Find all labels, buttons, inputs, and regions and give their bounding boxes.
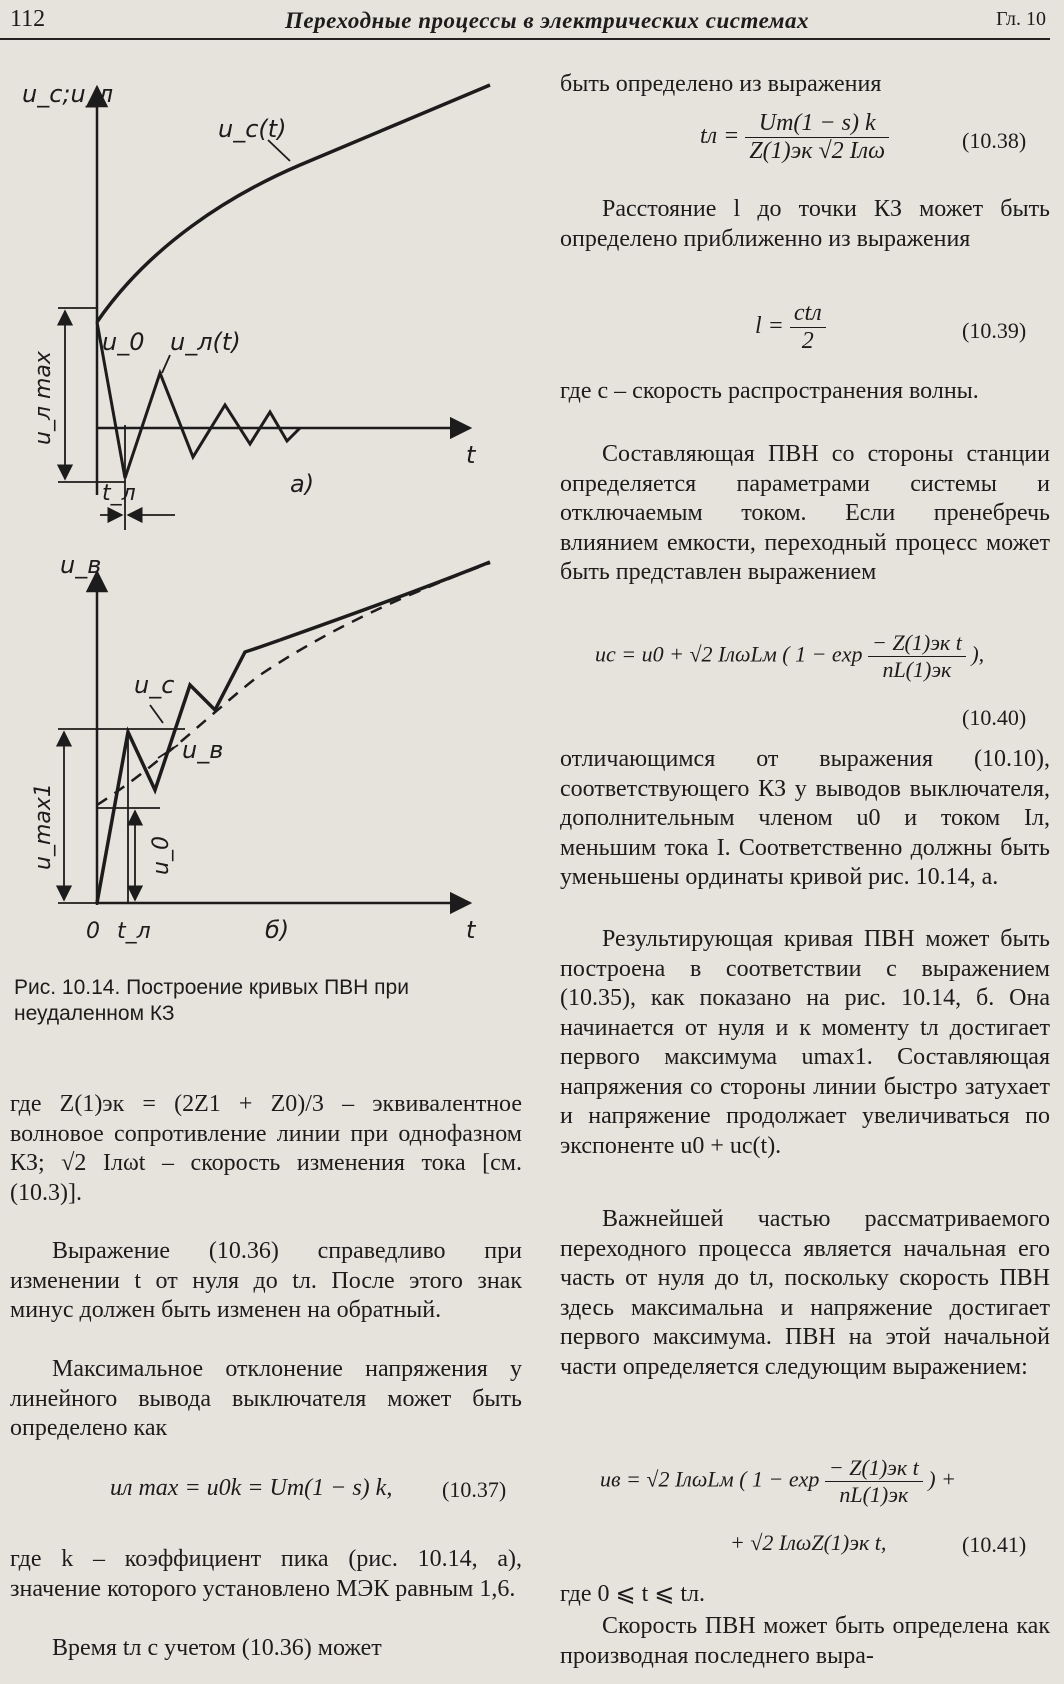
running-title: Переходные процессы в электрических системах — [285, 8, 809, 33]
bottom-ub-label: u_в — [182, 736, 224, 764]
equation-10-39-fraction — [790, 300, 826, 355]
equation-10-40-number: (10.40) — [962, 705, 1027, 730]
header-rule — [0, 38, 1050, 40]
top-ul-label: u_л(t) — [170, 328, 241, 356]
equation-10-38-denominator: Z(1)эк √2 Iлω — [749, 138, 886, 164]
equation-10-41-close: ) + — [928, 1466, 956, 1492]
equation-10-40-close: ), — [971, 641, 985, 667]
equation-10-38 — [700, 110, 889, 165]
top-uc-curve — [97, 85, 490, 322]
left-paragraph-1: где Z(1)эк = (2Z1 + Z0)/3 – эквивалентное волновое сопротивление линии при однофазном КЗ; √2 Iлωt – скорость изменения тока [см. (10.3)]. — [10, 1091, 522, 1206]
top-y-axis-label: u_c;u_л — [22, 80, 114, 108]
top-x-axis-label: t — [466, 441, 476, 469]
equation-10-37: uл max = u0k = Um(1 − s) k, — [110, 1475, 393, 1501]
right-paragraph-2: Расстояние l до точки КЗ может быть определено приближенно из выражения — [560, 196, 1050, 252]
equation-10-38-numerator: Um(1 − s) k — [745, 110, 889, 138]
equation-10-41-denominator: nL(1)эк — [839, 1482, 909, 1507]
equation-10-38-number: (10.38) — [962, 128, 1027, 153]
equation-10-38-fraction — [745, 110, 889, 165]
bottom-panel-label: б) — [265, 916, 290, 944]
top-tl-label: t_л — [102, 481, 136, 506]
equation-10-41 — [600, 1455, 956, 1508]
equation-10-39 — [755, 300, 826, 355]
equation-10-39-denominator: 2 — [801, 328, 814, 354]
right-paragraph-8: где 0 ⩽ t ⩽ tл. — [560, 1581, 706, 1607]
top-u0-label: u_0 — [102, 328, 145, 356]
top-ul-leader — [162, 355, 170, 373]
top-ulmax-label: u_л max — [31, 351, 56, 445]
bottom-umax1-label: u_max1 — [31, 783, 56, 870]
equation-10-40-numerator: − Z(1)эк t — [868, 630, 966, 657]
equation-10-41-line2: + √2 IлωZ(1)эк t, — [730, 1530, 887, 1555]
right-paragraph-7: Важнейшей частью рассматриваемого переходного процесса является начальная его часть от нуля до tл, поскольку скорость ПВН здесь максимальна и напряжение достигает первого максимума. ПВН на этой начальной части определяется следующим выражением: — [560, 1206, 1050, 1380]
page-header — [0, 0, 1064, 40]
bottom-tl-label: t_л — [117, 919, 151, 944]
top-uc-leader — [268, 140, 290, 161]
right-paragraph-3: где c – скорость распространения волны. — [560, 378, 979, 404]
left-paragraph-2: Выражение (10.36) справедливо при изменении t от нуля до tл. После этого знак минус должен быть изменен на обратный. — [10, 1238, 522, 1323]
equation-10-40 — [595, 630, 984, 683]
bottom-uc-label: u_c — [134, 671, 175, 699]
bottom-origin-label: 0 — [86, 919, 100, 944]
equation-10-37-number: (10.37) — [442, 1477, 507, 1502]
left-paragraph-4: где k – коэффициент пика (рис. 10.14, а), значение которого установлено МЭК равным 1,6. — [10, 1546, 522, 1602]
right-paragraph-5: отличающимся от выражения (10.10), соответствующего КЗ у выводов выключателя, дополнительным членом u0 и током Iл, меньшим тока I. Соответственно должны быть уменьшены ординаты кривой рис. 10.14, а. — [560, 746, 1050, 890]
right-paragraph-4: Составляющая ПВН со стороны станции определяется параметрами системы и отключаемым током. Если пренебречь влиянием емкости, переходный процесс может быть представлен выражением — [560, 441, 1050, 585]
equation-10-39-numerator: ctл — [790, 300, 826, 328]
bottom-x-axis-label: t — [466, 916, 476, 944]
figure-10-14 — [0, 45, 530, 965]
equation-10-41-numerator: − Z(1)эк t — [825, 1455, 923, 1482]
page-number: 112 — [10, 6, 46, 32]
bottom-ub-continuation — [280, 562, 490, 640]
figure-caption: Рис. 10.14. Построение кривых ПВН при неудаленном КЗ — [14, 976, 409, 1025]
equation-10-41-number: (10.41) — [962, 1532, 1027, 1557]
equation-10-40-fraction — [868, 630, 966, 683]
right-paragraph-1: быть определено из выражения — [560, 71, 882, 97]
left-paragraph-5: Время tл с учетом (10.36) может — [52, 1635, 382, 1661]
equation-10-40-lhs: uc = u0 + √2 IлωLм ( 1 − exp — [595, 641, 863, 667]
chapter-label: Гл. 10 — [996, 8, 1047, 30]
bottom-y-axis-label: u_в — [60, 551, 102, 579]
left-paragraph-3: Максимальное отклонение напряжения у линейного вывода выключателя может быть определено как — [10, 1356, 522, 1441]
equation-10-40-denominator: nL(1)эк — [882, 657, 952, 682]
equation-10-41-fraction — [825, 1455, 923, 1508]
bottom-uc-leader — [150, 705, 163, 723]
right-paragraph-9: Скорость ПВН может быть определена как производная последнего выра- — [560, 1613, 1050, 1669]
equation-10-39-number: (10.39) — [962, 318, 1027, 343]
right-paragraph-6: Результирующая кривая ПВН может быть построена в соответствии с выражением (10.35), как показано на рис. 10.14, б. Она начинается от нуля и к моменту tл достигает первого максимума umax1. Составляющая напряжения со стороны линии быстро затухает и напряжение продолжает увеличиваться по экспоненте u0 + uc(t). — [560, 926, 1050, 1159]
equation-10-41-lhs: uв = √2 IлωLм ( 1 − exp — [600, 1466, 820, 1492]
equation-10-39-lhs: l = — [755, 313, 784, 340]
top-uc-label: u_c(t) — [218, 115, 287, 143]
bottom-u0-label: u_0 — [149, 836, 174, 875]
equation-10-38-lhs: tл = — [700, 123, 740, 150]
top-panel-label: а) — [290, 470, 315, 498]
